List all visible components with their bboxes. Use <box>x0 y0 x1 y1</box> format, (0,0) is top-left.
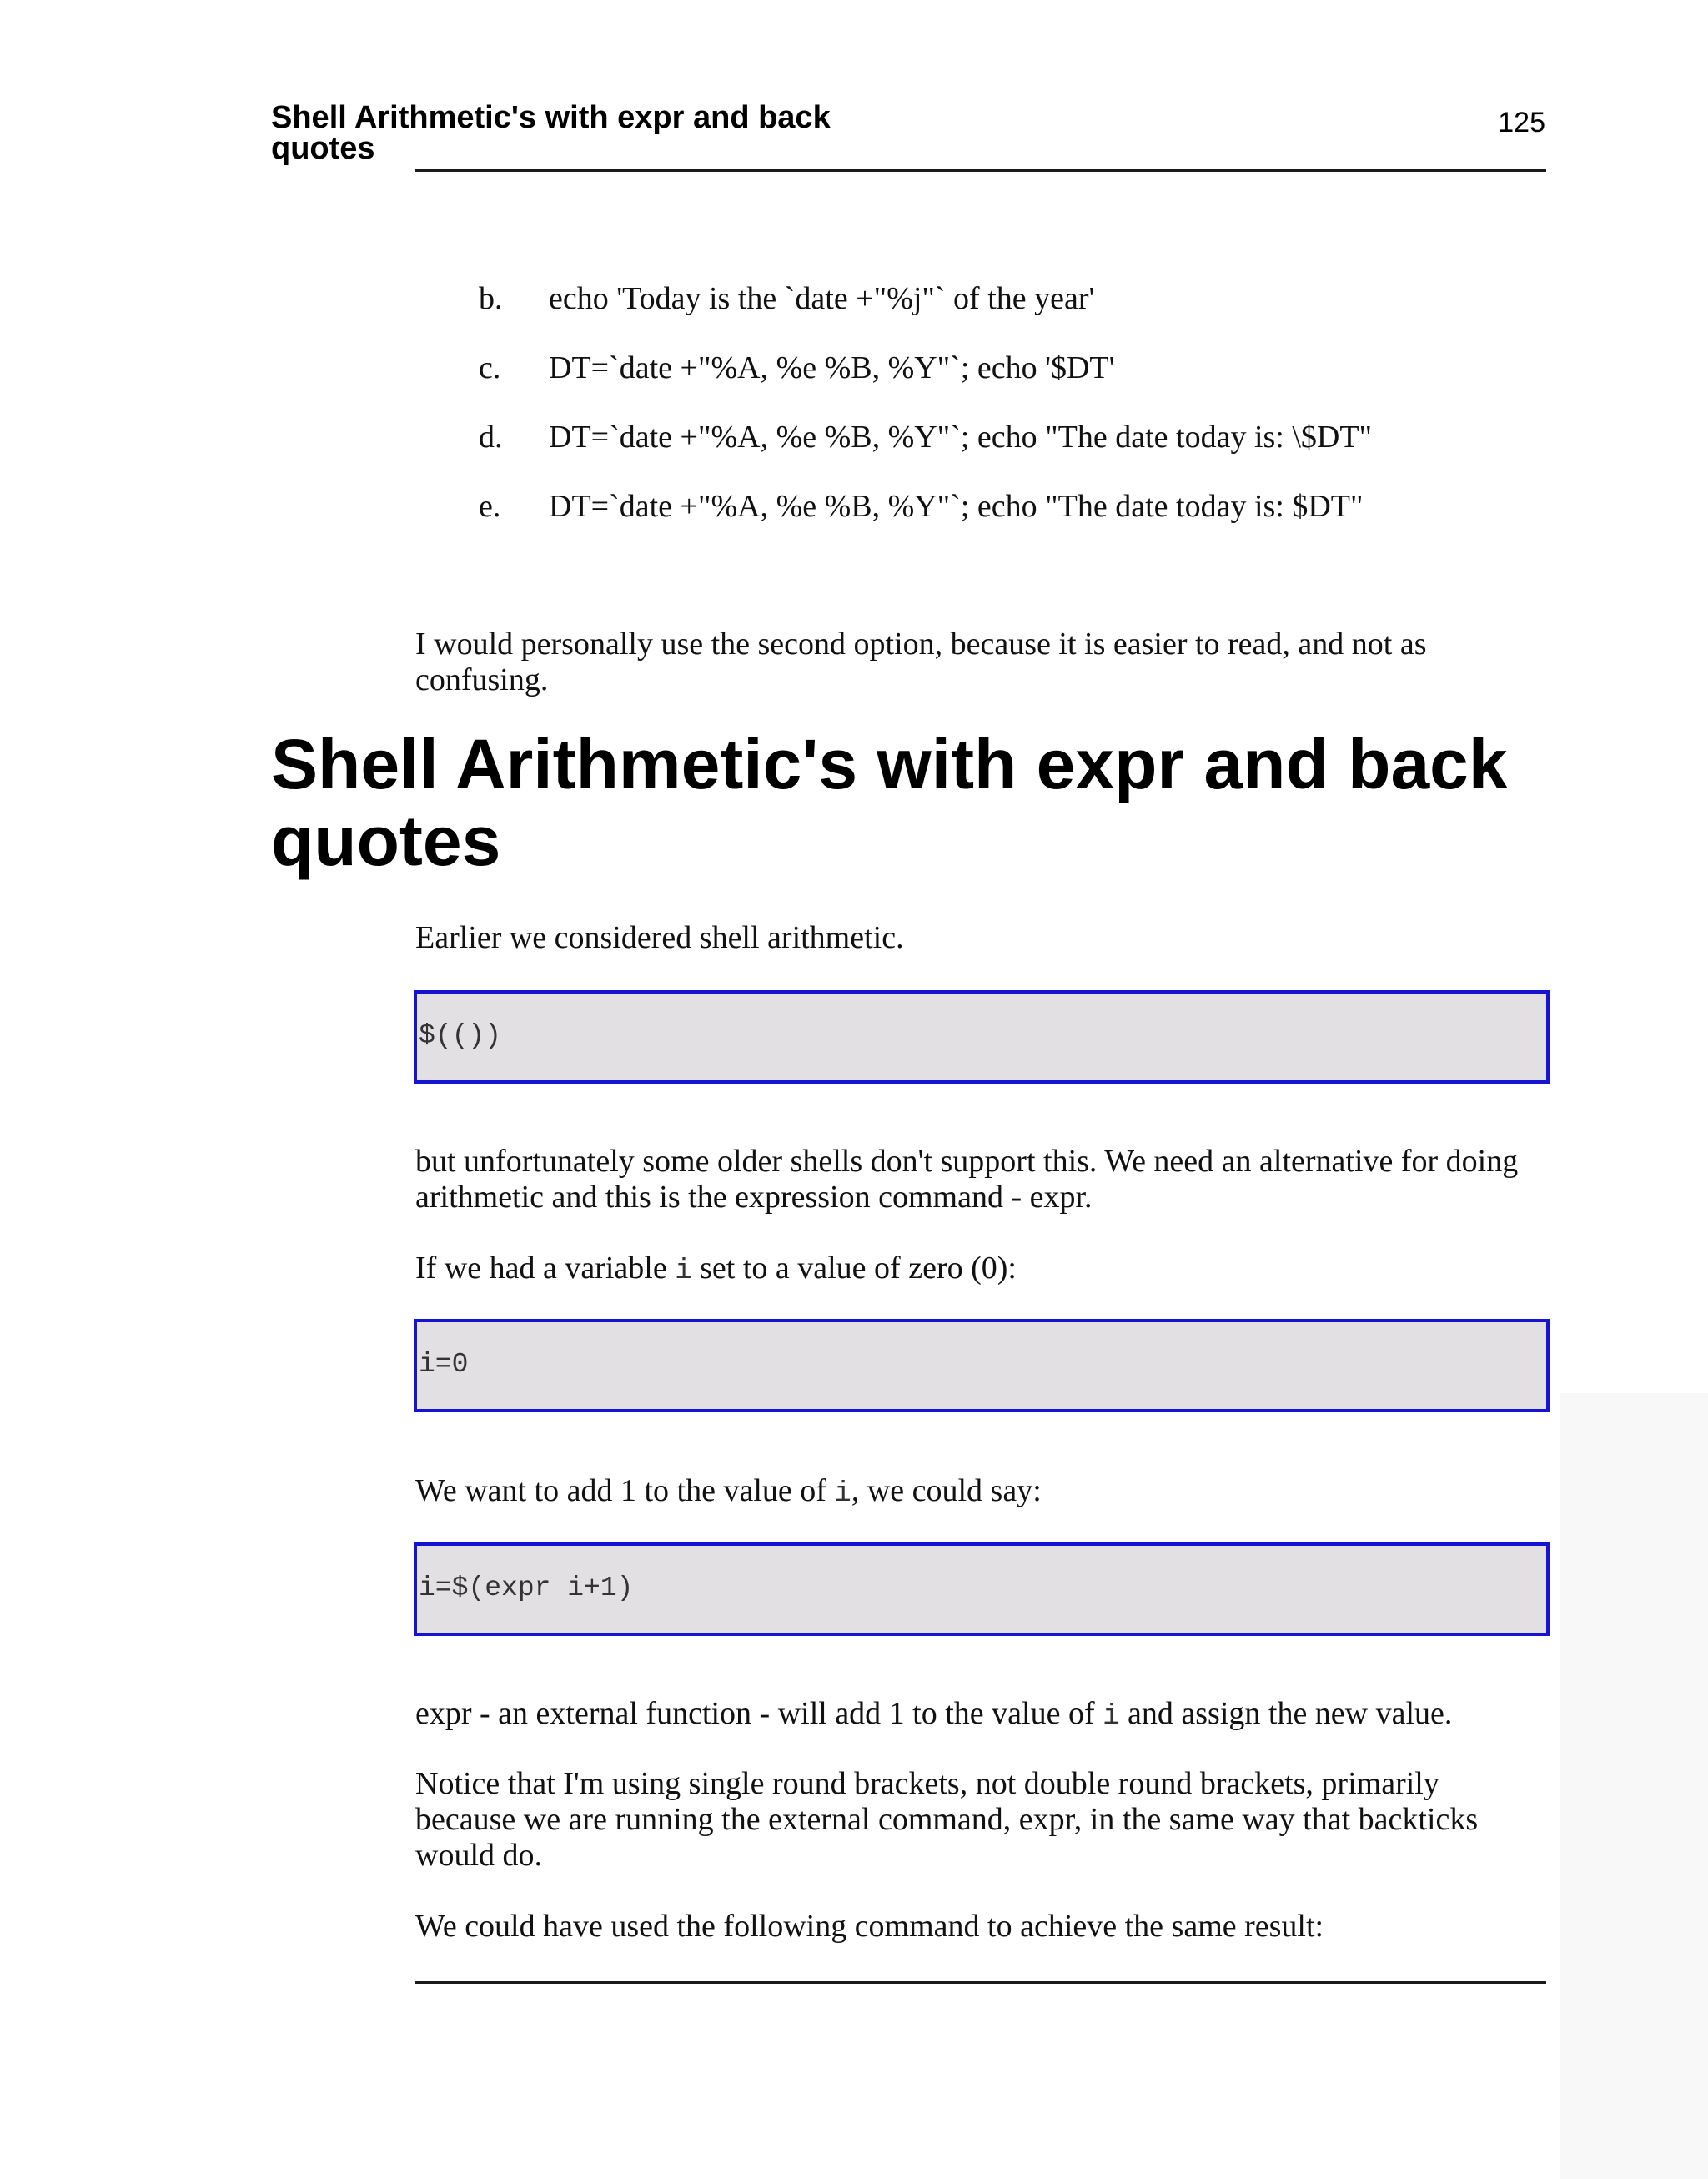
variable-text-after: set to a value of zero (0): <box>691 1251 1017 1286</box>
list-item <box>479 416 1372 486</box>
expr-text-after: and assign the new value. <box>1119 1696 1453 1731</box>
option-text: DT=`date +"%A, %e %B, %Y"`; echo "The date today is: $DT" <box>549 489 1364 524</box>
footer-rule <box>415 1981 1546 1984</box>
add-one-paragraph <box>415 1473 1546 1512</box>
option-text: DT=`date +"%A, %e %B, %Y"`; echo '$DT' <box>549 350 1115 385</box>
inline-code-i: i <box>1103 1701 1120 1733</box>
inline-code-i: i <box>834 1478 851 1510</box>
code-block-expr-add <box>414 1542 1550 1636</box>
variable-text-before: If we had a variable <box>415 1251 676 1286</box>
earlier-paragraph: Earlier we considered shell arithmetic. <box>415 920 904 955</box>
same-result-paragraph: We could have used the following command to achieve the same result: <box>415 1909 1324 1944</box>
preference-paragraph: I would personally use the second option, because it is easier to read, and not as confusing. <box>415 627 1427 697</box>
option-letter: c. <box>479 350 501 385</box>
code-text: $(()) <box>419 1020 502 1051</box>
add-text-before: We want to add 1 to the value of <box>415 1473 835 1508</box>
variable-paragraph <box>415 1251 1546 1290</box>
section-heading: Shell Arithmetic's with expr and back quotes <box>271 725 1508 880</box>
scan-edge-shading <box>1560 1393 1708 2179</box>
inline-code-i: i <box>675 1256 692 1287</box>
list-item <box>479 486 1372 555</box>
code-text: i=0 <box>419 1349 469 1380</box>
header-rule <box>415 169 1546 172</box>
expr-text-before: expr - an external function - will add 1 to the value of <box>415 1696 1103 1731</box>
option-list <box>479 278 1372 555</box>
list-item <box>479 278 1372 347</box>
option-text: echo 'Today is the `date +"%j"` of the year' <box>549 281 1095 316</box>
notice-paragraph: Notice that I'm using single round brackets, not double round brackets, primarily because we are running the external command, expr, in the same way that backticks would do. <box>415 1766 1479 1873</box>
list-item <box>479 347 1372 416</box>
option-letter: e. <box>479 489 501 524</box>
older-shells-paragraph: but unfortunately some older shells don't support this. We need an alternative for doing arithmetic and this is the expression command - expr. <box>415 1144 1519 1215</box>
option-letter: b. <box>479 281 503 316</box>
running-header-title: Shell Arithmetic's with expr and back quotes <box>271 100 831 166</box>
add-text-after: , we could say: <box>851 1473 1042 1508</box>
page-number: 125 <box>1498 107 1545 138</box>
option-letter: d. <box>479 420 503 455</box>
option-text: DT=`date +"%A, %e %B, %Y"`; echo "The date today is: \$DT" <box>549 420 1373 455</box>
code-block-dollar-parens <box>414 990 1550 1084</box>
expr-explanation-paragraph <box>415 1696 1546 1735</box>
code-block-assign-zero <box>414 1319 1550 1412</box>
code-text: i=$(expr i+1) <box>419 1573 634 1603</box>
